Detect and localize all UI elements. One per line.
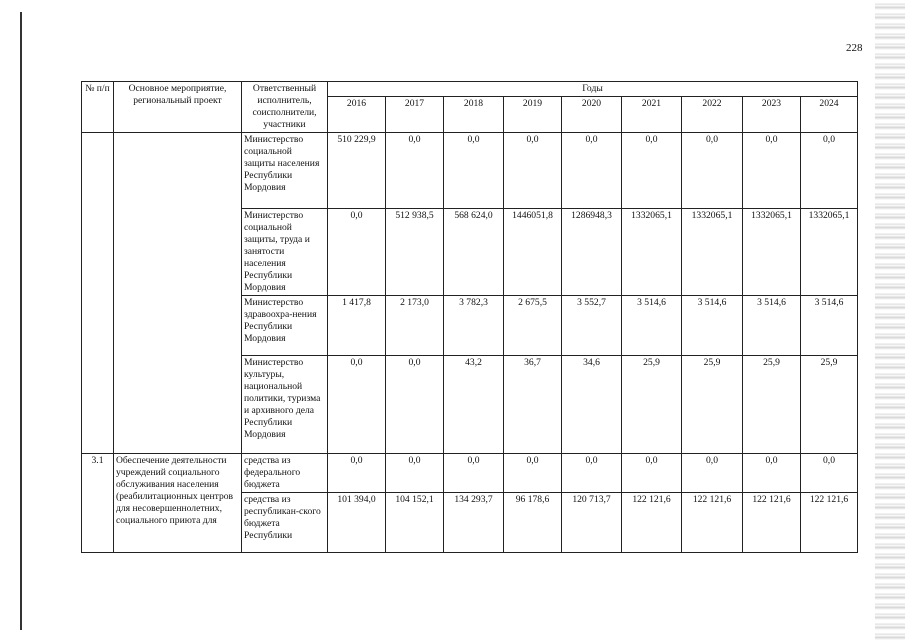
value-cell: 0,0 [504, 133, 562, 209]
section-number: 3.1 [82, 454, 114, 553]
value-cell: 122 121,6 [682, 493, 743, 553]
value-cell: 0,0 [444, 133, 504, 209]
executor-cell: средства из республикан-ского бюджета Республики [242, 493, 328, 553]
scan-edge-noise [875, 0, 905, 640]
value-cell: 104 152,1 [386, 493, 444, 553]
value-cell: 3 514,6 [801, 296, 858, 356]
value-cell: 36,7 [504, 356, 562, 454]
value-cell: 3 782,3 [444, 296, 504, 356]
value-cell: 134 293,7 [444, 493, 504, 553]
header-event: Основное мероприятие, региональный проект [114, 82, 242, 133]
value-cell: 0,0 [622, 133, 682, 209]
value-cell: 122 121,6 [743, 493, 801, 553]
page-number: 228 [846, 42, 863, 54]
value-cell: 1446051,8 [504, 209, 562, 296]
header-executor: Ответственный исполнитель, соисполнители, участники [242, 82, 328, 133]
value-cell: 3 514,6 [682, 296, 743, 356]
header-years: Годы [328, 82, 858, 97]
value-cell: 122 121,6 [801, 493, 858, 553]
value-cell: 0,0 [386, 133, 444, 209]
value-cell: 0,0 [743, 133, 801, 209]
value-cell: 0,0 [801, 454, 858, 493]
header-year: 2022 [682, 97, 743, 133]
header-year: 2017 [386, 97, 444, 133]
value-cell: 0,0 [444, 454, 504, 493]
value-cell: 43,2 [444, 356, 504, 454]
table-row [82, 133, 858, 209]
value-cell: 1332065,1 [801, 209, 858, 296]
value-cell: 512 938,5 [386, 209, 444, 296]
value-cell: 120 713,7 [562, 493, 622, 553]
value-cell: 0,0 [682, 133, 743, 209]
value-cell: 0,0 [386, 356, 444, 454]
header-year: 2020 [562, 97, 622, 133]
value-cell: 1332065,1 [743, 209, 801, 296]
value-cell: 2 173,0 [386, 296, 444, 356]
value-cell: 0,0 [743, 454, 801, 493]
table-body [82, 82, 858, 553]
value-cell: 25,9 [801, 356, 858, 454]
empty-num-cell [82, 133, 114, 454]
executor-cell: Министерство социальной защиты, труда и занятости населения Республики Мордовия [242, 209, 328, 296]
header-year: 2016 [328, 97, 386, 133]
executor-cell: средства из федерального бюджета [242, 454, 328, 493]
value-cell: 3 514,6 [622, 296, 682, 356]
executor-cell: Министерство культуры, национальной политики, туризма и архивного дела Республики Мордовия [242, 356, 328, 454]
executor-cell: Министерство социальной защиты населения Республики Мордовия [242, 133, 328, 209]
value-cell: 3 514,6 [743, 296, 801, 356]
value-cell: 568 624,0 [444, 209, 504, 296]
value-cell: 1332065,1 [682, 209, 743, 296]
value-cell: 34,6 [562, 356, 622, 454]
value-cell: 1 417,8 [328, 296, 386, 356]
header-year: 2023 [743, 97, 801, 133]
value-cell: 0,0 [328, 209, 386, 296]
value-cell: 101 394,0 [328, 493, 386, 553]
value-cell: 0,0 [386, 454, 444, 493]
value-cell: 3 552,7 [562, 296, 622, 356]
scan-border-line [20, 12, 22, 630]
budget-table [81, 81, 858, 553]
value-cell: 510 229,9 [328, 133, 386, 209]
value-cell: 1332065,1 [622, 209, 682, 296]
header-year: 2018 [444, 97, 504, 133]
table-header-row [82, 82, 858, 97]
header-num: № п/п [82, 82, 114, 133]
table-row [82, 454, 858, 493]
value-cell: 0,0 [328, 356, 386, 454]
value-cell: 122 121,6 [622, 493, 682, 553]
header-year: 2021 [622, 97, 682, 133]
value-cell: 0,0 [562, 133, 622, 209]
value-cell: 0,0 [504, 454, 562, 493]
value-cell: 2 675,5 [504, 296, 562, 356]
value-cell: 0,0 [328, 454, 386, 493]
header-year: 2019 [504, 97, 562, 133]
value-cell: 1286948,3 [562, 209, 622, 296]
value-cell: 0,0 [622, 454, 682, 493]
value-cell: 0,0 [801, 133, 858, 209]
value-cell: 25,9 [622, 356, 682, 454]
section-event: Обеспечение деятельности учреждений социального обслуживания населения (реабилитационных центров для несовершеннолетних, социального приюта для [114, 454, 242, 553]
value-cell: 0,0 [562, 454, 622, 493]
value-cell: 25,9 [743, 356, 801, 454]
value-cell: 25,9 [682, 356, 743, 454]
value-cell: 96 178,6 [504, 493, 562, 553]
value-cell: 0,0 [682, 454, 743, 493]
header-year: 2024 [801, 97, 858, 133]
empty-event-cell [114, 133, 242, 454]
executor-cell: Министерство здравоохра-нения Республики Мордовия [242, 296, 328, 356]
